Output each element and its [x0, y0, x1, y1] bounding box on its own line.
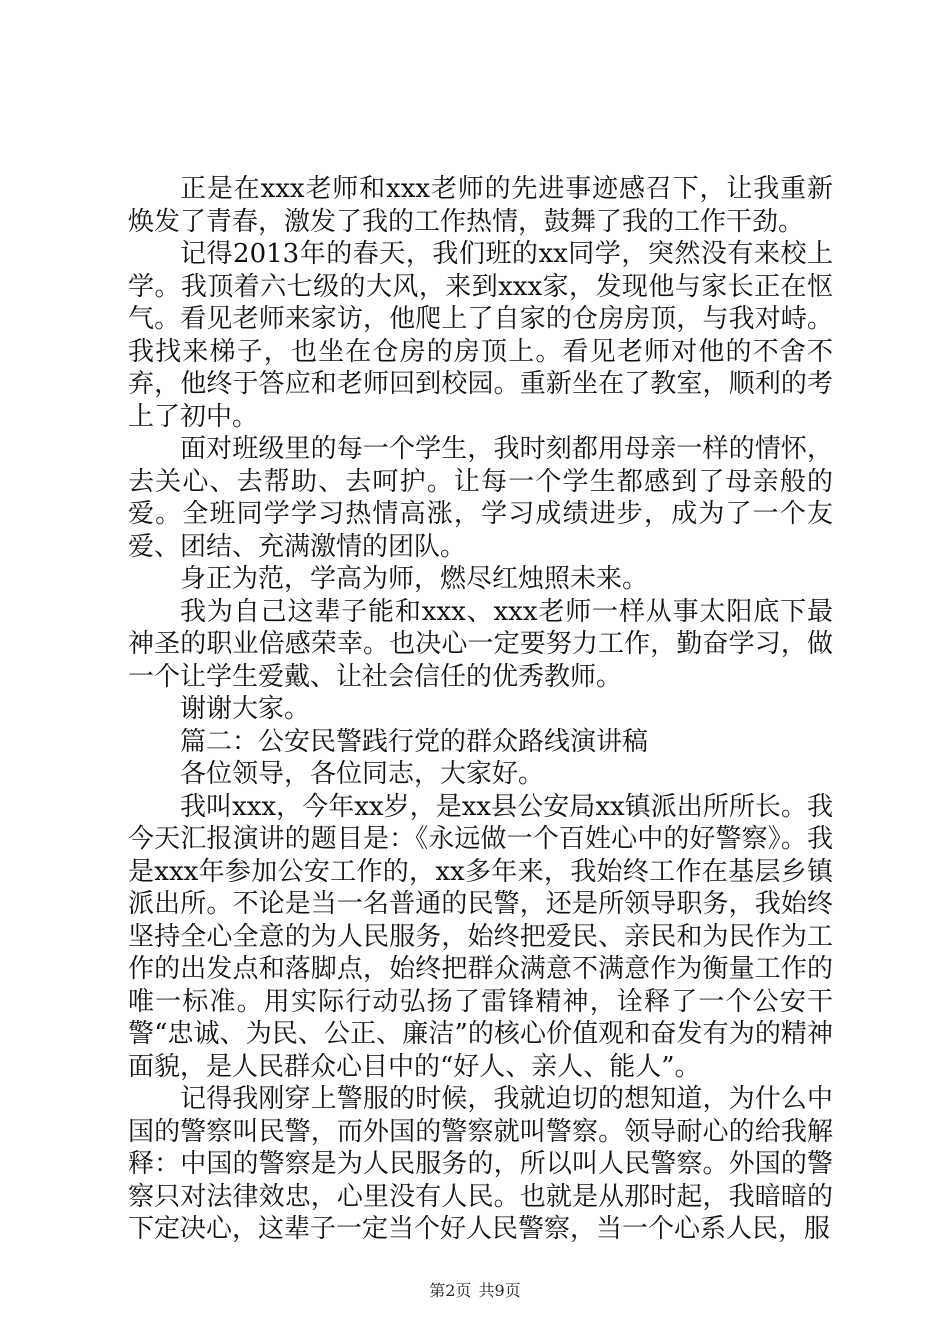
document-body: [128, 173, 833, 1246]
paragraph: 身正为范，学高为师，燃尽红烛照未来。: [180, 564, 649, 594]
section-heading: 篇二：公安民警践行党的群众路线演讲稿: [180, 726, 649, 757]
paragraph: 记得我刚穿上警服的时候，我就迫切的想知道，为什么中国的警察叫民警，而外国的警察就叫警察。领导耐心的给我解释：中国的警察是为人民服务的，所以叫人民警察。外国的警察只对法律效忠，心里没有人民。也就是从那时起，我暗暗的下定决心，这辈子一定当个好人民警察，当一个心系人民，服: [128, 1084, 833, 1244]
page-total: 共9页: [478, 1281, 521, 1300]
paragraph: 面对班级里的每一个学生，我时刻都用母亲一样的情怀，去关心、去帮助、去呵护。让每一个学生都感到了母亲般的爱。全班同学学习热情高涨，学习成绩进步，成为了一个友爱、团结、充满激情的团队。: [128, 434, 833, 562]
paragraph: 谢谢大家。: [180, 694, 311, 724]
paragraph: 我为自己这辈子能和xxx、xxx老师一样从事太阳底下最神圣的职业倍感荣幸。也决心一定要努力工作，勤奋学习，做一个让学生爱戴、让社会信任的优秀教师。: [128, 596, 833, 692]
paragraph: 记得2013年的春天，我们班的xx同学，突然没有来校上学。我顶着六七级的大风，来到xxx家，发现他与家长正在怄气。看见老师来家访，他爬上了自家的仓房房顶，与我对峙。我找来梯子，也坐在仓房的房顶上。看见老师对他的不舍不弃，他终于答应和老师回到校园。重新坐在了教室，顺利的考上了初中。: [128, 239, 833, 432]
paragraph: 正是在xxx老师和xxx老师的先进事迹感召下，让我重新焕发了青春，激发了我的工作热情，鼓舞了我的工作干劲。: [128, 174, 833, 237]
paragraph: 我叫xxx，今年xx岁，是xx县公安局xx镇派出所所长。我今天汇报演讲的题目是：《永远做一个百姓心中的好警察》。我是xxx年参加公安工作的，xx多年来，我始终工作在基层乡镇派出所。不论是当一名普通的民警，还是所领导职务，我始终坚持全心全意的为人民服务，始终把爱民、亲民和为民作为工作的出发点和落脚点，始终把群众满意不满意作为衡量工作的唯一标准。用实际行动弘扬了雷锋精神，诠释了一个公安干警“忠诚、为民、公正、廉洁”的核心价值观和奋发有为的精神面貌，是人民群众心目中的“好人、亲人、能人”。: [128, 791, 833, 1082]
page-number: 第2页: [429, 1281, 472, 1300]
greeting: 各位领导，各位同志，大家好。: [180, 759, 545, 789]
page-footer: [0, 1281, 950, 1301]
